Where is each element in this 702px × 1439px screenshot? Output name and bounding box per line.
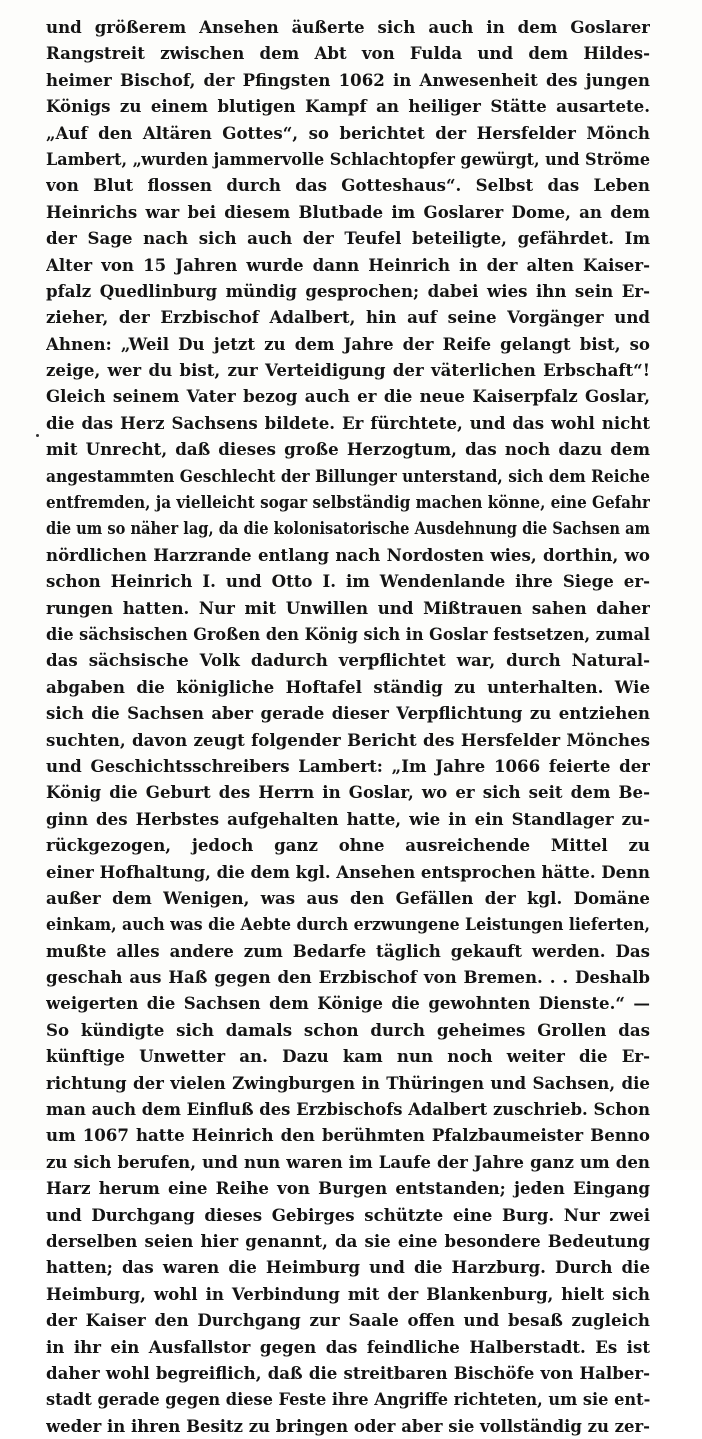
text-line: sich die Sachsen aber gerade dieser Verpflichtung zu entziehen [46, 703, 650, 724]
text-line: weder in ihren Besitz zu bringen oder aber sie vollständig zu zer- [46, 1415, 650, 1436]
text-line: Heinrichs war bei diesem Blutbade im Goslarer Dome, an dem [46, 201, 650, 222]
text-line: weigerten die Sachsen dem Könige die gewohnten Dienste.“ — [46, 993, 650, 1014]
text-line: König die Geburt des Herrn in Goslar, wo er sich seit dem Be- [46, 782, 650, 803]
text-line: Harz herum eine Reihe von Burgen entstanden; jeden Eingang [46, 1178, 650, 1199]
text-line: einkam, auch was die Aebte durch erzwungene Leistungen lieferten, [46, 914, 650, 935]
text-line: „Auf den Altären Gottes“, so berichtet der Hersfelder Mönch [46, 122, 650, 143]
text-line: man auch dem Einfluß des Erzbischofs Adalbert zuschrieb. Schon [46, 1099, 650, 1120]
text-line: zu sich berufen, und nun waren im Laufe der Jahre ganz um den [46, 1151, 650, 1172]
text-line: und größerem Ansehen äußerte sich auch in dem Goslarer [46, 17, 650, 37]
text-line: schon Heinrich I. und Otto I. im Wendenlande ihre Siege er- [46, 571, 650, 592]
text-line: Gleich seinem Vater bezog auch er die neue Kaiserpfalz Goslar, [46, 386, 650, 407]
text-line: pfalz Quedlinburg mündig gesprochen; dabei wies ihn sein Er- [46, 280, 650, 301]
text-line: der Kaiser den Durchgang zur Saale offen und besaß zugleich [46, 1310, 650, 1331]
text-line: nördlichen Harzrande entlang nach Nordosten wies, dorthin, wo [46, 544, 650, 565]
text-line: die das Herz Sachsens bildete. Er fürchtete, und das wohl nicht [46, 412, 650, 433]
text-line: stadt gerade gegen diese Feste ihre Angriffe richteten, um sie ent- [46, 1389, 650, 1410]
text-line: von Blut flossen durch das Gotteshaus“. Selbst das Leben [46, 175, 650, 196]
text-line: zieher, der Erzbischof Adalbert, hin auf seine Vorgänger und [46, 307, 650, 328]
text-line: zeige, wer du bist, zur Verteidigung der väterlichen Erbschaft“! [46, 360, 650, 381]
text-line: um 1067 hatte Heinrich den berühmten Pfalzbaumeister Benno [46, 1125, 650, 1146]
text-line: Rangstreit zwischen dem Abt von Fulda und dem Hildes- [46, 43, 650, 64]
text-line: abgaben die königliche Hoftafel ständig zu unterhalten. Wie [46, 676, 650, 697]
text-line: und Geschichtsschreibers Lambert: „Im Jahre 1066 feierte der [46, 755, 650, 776]
text-line: hatten; das waren die Heimburg und die Harzburg. Durch die [46, 1257, 650, 1278]
text-line: rückgezogen, jedoch ganz ohne ausreichende Mittel zu [46, 835, 650, 856]
text-line: die um so näher lag, da die kolonisatorische Ausdehnung die Sachsen am [46, 518, 650, 539]
text-line: suchten, davon zeugt folgender Bericht des Hersfelder Mönches [46, 729, 650, 750]
text-line: angestammten Geschlecht der Billunger unterstand, sich dem Reiche [46, 465, 650, 486]
text-line: mit Unrecht, daß dieses große Herzogtum, das noch dazu dem [46, 439, 650, 460]
text-line: rungen hatten. Nur mit Unwillen und Mißtrauen sahen daher [46, 597, 650, 618]
text-line: entfremden, ja vielleicht sogar selbständig machen könne, eine Gefahr [46, 492, 650, 513]
text-line: daher wohl begreiflich, daß die streitbaren Bischöfe von Halber- [46, 1362, 650, 1383]
text-line: künftige Unwetter an. Dazu kam nun noch weiter die Er- [46, 1046, 650, 1067]
text-line: richtung der vielen Zwingburgen in Thüringen und Sachsen, die [46, 1072, 650, 1093]
text-line: Alter von 15 Jahren wurde dann Heinrich in der alten Kaiser- [46, 254, 650, 275]
text-line: geschah aus Haß gegen den Erzbischof von Bremen. . . Deshalb [46, 967, 650, 988]
text-line: das sächsische Volk dadurch verpflichtet war, durch Natural- [46, 650, 650, 671]
text-line: ginn des Herbstes aufgehalten hatte, wie in ein Standlager zu- [46, 808, 650, 829]
text-line: der Sage nach sich auch der Teufel beteiligte, gefährdet. Im [46, 228, 650, 249]
text-line: und Durchgang dieses Gebirges schützte eine Burg. Nur zwei [46, 1204, 650, 1225]
text-line: außer dem Wenigen, was aus den Gefällen der kgl. Domäne [46, 887, 650, 908]
margin-mark [36, 434, 39, 437]
text-column [46, 14, 650, 1439]
text-line: einer Hofhaltung, die dem kgl. Ansehen entsprochen hätte. Denn [46, 861, 650, 882]
text-line: heimer Bischof, der Pfingsten 1062 in Anwesenheit des jungen [46, 69, 650, 90]
text-line: die sächsischen Großen den König sich in Goslar festsetzen, zumal [46, 623, 650, 644]
text-line: Heimburg, wohl in Verbindung mit der Blankenburg, hielt sich [46, 1283, 650, 1304]
text-line: Lambert, „wurden jammervolle Schlachtopfer gewürgt, und Ströme [46, 148, 650, 169]
text-line: Königs zu einem blutigen Kampf an heiliger Stätte ausartete. [46, 96, 650, 117]
text-line: derselben seien hier genannt, da sie eine besondere Bedeutung [46, 1230, 650, 1251]
text-line: So kündigte sich damals schon durch geheimes Grollen das [46, 1019, 650, 1040]
text-line: mußte alles andere zum Bedarfe täglich gekauft werden. Das [46, 940, 650, 961]
text-line: in ihr ein Ausfallstor gegen das feindliche Halberstadt. Es ist [46, 1336, 650, 1357]
text-line: Ahnen: „Weil Du jetzt zu dem Jahre der Reife gelangt bist, so [46, 333, 650, 354]
